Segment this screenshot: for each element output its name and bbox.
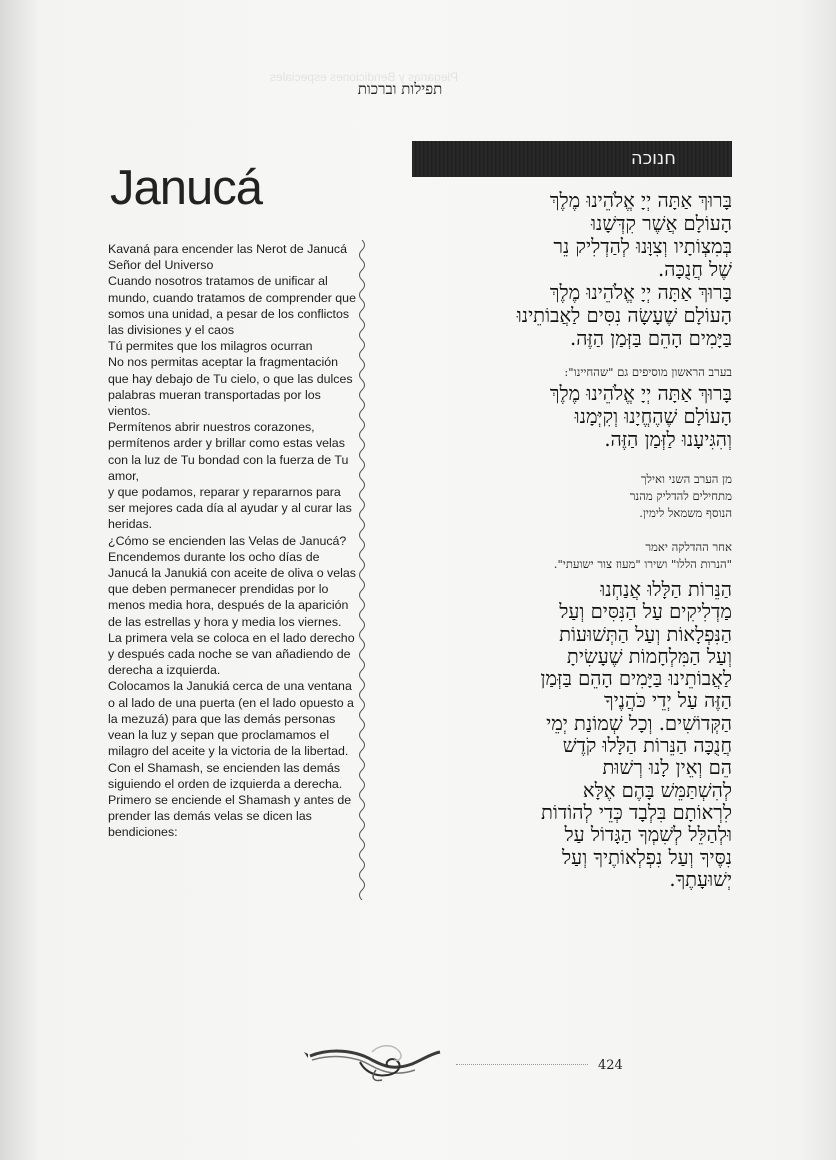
blessing-candle [412,189,732,281]
prayer-line: יְשׁוּעָתֶךָ. [669,867,732,891]
paragraph: ¿Cómo se encienden las Velas de Janucá? [108,533,347,548]
blessing-shehecheyanu [412,382,732,451]
paragraph: Señor del Universo [108,258,214,273]
paragraph: Cuando nosotros tratamos de unificar al mundo, cuando tratamos de comprender que somos una unidad, a pesar de los conflictos las divisiones y el caos [108,274,356,338]
blessing-miracles [412,281,732,350]
prayer-line: הַנֵּרוֹת הַלָּלוּ אֲנַחְנוּ [600,578,732,601]
second-night-note [412,471,732,522]
first-night-note: בערב הראשון מוסיפים גם "שהחיינו": [564,365,732,379]
prayer-line: שֶׁל חֲנֻכָּה. [658,258,732,281]
prayer-line: בַּיָּמִים הָהֵם בַּזְּמַן הַזֶּה. [570,327,732,350]
prayer-line: בָּרוּךְ אַתָּה יְיָ אֱלֹהֵינוּ מֶלֶךְ [549,382,732,405]
prayer-line: מַדְלִיקִים עַל הַנִּסִּים וְעַל [559,600,732,624]
prayer-line: הַקְּדוֹשִׁים. וְכָל שְׁמוֹנַת יְמֵי [546,711,732,735]
prayer-line: הָעוֹלָם אֲשֶׁר קִדְּשָׁנוּ [591,212,732,235]
prayer-line: לְהִשְׁתַּמֵּשׁ בָּהֶם אֶלָּא [582,778,732,802]
prayer-line: הַזֶּה עַל יְדֵי כֹּהֲנֶיךָ [603,689,732,713]
prayer-line: וְהִגִּיעָנוּ לַזְּמַן הַזֶּה. [604,428,732,451]
paragraph: No nos permitas aceptar la fragmentación que hay debajo de Tu cielo, o que las dulces palabras mueran transportadas por los vientos. [108,355,353,419]
note-line: אחר ההדלקה יאמר [645,540,732,554]
paragraph: Primero se enciende el Shamash y antes de prender las demás velas se dicen las bendiciones: [108,792,352,840]
prayer-line: הָעוֹלָם שֶׁהֶחֱיָנוּ וְקִיְּמָנוּ [574,405,732,428]
after-lighting-note [412,539,732,573]
note-line: מן הערב השני ואילך [640,472,732,486]
note-line: "הנרות הללו" ושירו "מעוז צור ישועתי". [553,557,732,571]
prayer-line: וְעַל הַמִּלְחָמוֹת שֶׁעָשִׂיתָ [566,644,732,668]
show-through-text: Plegarias y Bendiciones especiales [270,70,459,84]
paragraph: Con el Shamash, se encienden las demás siguiendo el orden de izquierda a derecha. [108,760,343,791]
paragraph: Colocamos la Janukiá cerca de una ventana o al lado de una puerta (en el lado opuesto a la mezuzá) para que las demás personas vean la luz y sepan que proclamamos el milagro del aceite y la victoria de la libertad. [108,679,354,759]
prayer-line: וּלְהַלֵּל לְשִׁמְךָ הַגָּדוֹל עַל [564,823,732,847]
prayer-line: נִסֶּיךָ וְעַל נִפְלְאוֹתֶיךָ וְעַל [562,845,732,869]
prayer-line: בָּרוּךְ אַתָּה יְיָ אֱלֹהֵינוּ מֶלֶךְ [549,281,732,304]
prayer-line: הַנִּפְלָאוֹת וְעַל הַתְּשׁוּעוֹת [559,622,732,646]
paragraph: Permítenos abrir nuestros corazones, permítenos arder y brillar como estas velas con la luz de Tu bondad con la fuerza de Tu amor, [108,420,349,483]
paragraph: La primera vela se coloca en el lado derecho y después cada noche se van añadiendo de derecha a izquierda. [108,630,355,678]
paragraph: y que podamos, reparar y repararnos para ser mejores cada día al ayudar y al curar las heridas. [108,485,352,532]
paragraph: Tú permites que los milagros ocurran [108,339,313,354]
prayer-line: הֵם וְאֵין לָנוּ רְשׁוּת [602,756,732,780]
prayer-line: לִרְאוֹתָם בִּלְבָד כְּדֵי לְהוֹדוֹת [541,800,732,824]
note-line: הנוסף משמאל לימין. [639,506,732,520]
paragraph: Kavaná para encender las Nerot de Janucá [108,242,348,256]
page-number: 424 [598,1058,623,1073]
prayer-line: לַאֲבוֹתֵינוּ בַּיָּמִים הָהֵם בַּזְּמַן [540,667,732,691]
hanukkah-title-bar: חנוכה [412,141,732,177]
section-header: תפילות וברכות [357,80,443,98]
hanerot-halalu [412,579,732,891]
note-line: מתחילים להדליק מהנר [629,489,732,503]
page-title: Janucá [110,161,263,215]
paragraph: Encendemos durante los ocho días de Janucá la Janukiá con aceite de oliva o velas que deben permanecer prendidas por lo menos media hora, después de la aparición de las estrellas y hora y media los viernes. [108,549,356,629]
prayer-line: חֲנֻכָּה הַנֵּרוֹת הַלָּלוּ קֹדֶשׁ [562,734,732,758]
spanish-body [108,241,360,841]
hebrew-column [412,141,732,891]
footer-rule [456,1064,588,1065]
prayer-line: בָּרוּךְ אַתָּה יְיָ אֱלֹהֵינוּ מֶלֶךְ [549,189,732,212]
prayer-line: בְּמִצְוֹתָיו וְצִוָּנוּ לְהַדְלִיק נֵר [553,235,732,258]
wavy-divider-icon [354,240,370,900]
prayer-line: הָעוֹלָם שֶׁעָשָׂה נִסִּים לַאֲבוֹתֵינוּ [516,304,732,327]
decorative-ornament-icon [300,1040,450,1085]
